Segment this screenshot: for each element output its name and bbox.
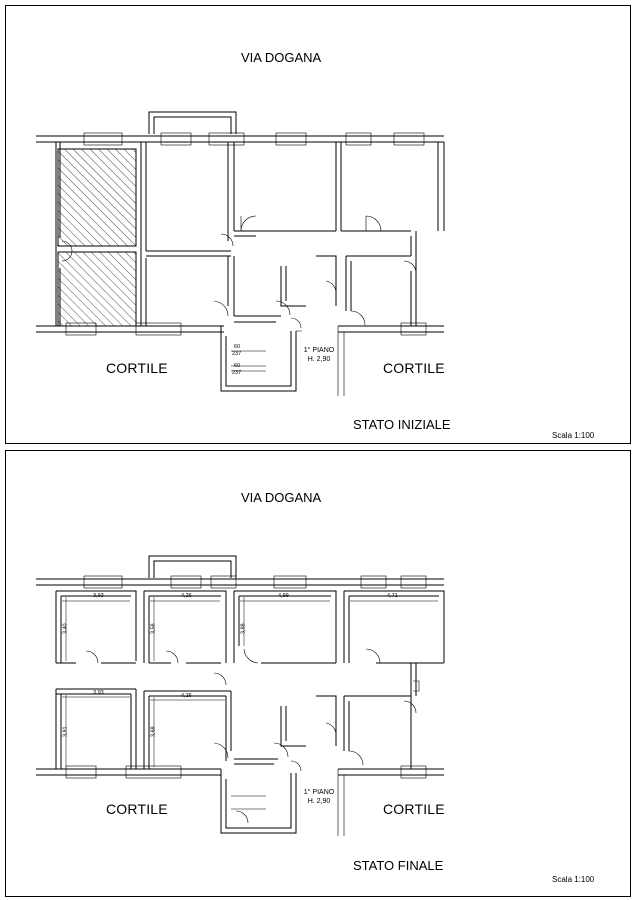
scale-label: Scala 1:100 [552,431,595,440]
room-height-dim: 3,68 [150,726,157,738]
floor-name: 1° PIANO [303,347,335,354]
stair-dim: 237 [232,370,242,376]
street-label: VIA DOGANA [241,490,322,505]
room-width-dim: 3,93 [93,593,104,599]
room-width-dim: 4,26 [181,693,192,699]
courtyard-label-left: CORTILE [106,360,168,376]
room-width-dim: 4,26 [181,593,192,599]
floor-height: H. 2,90 [307,356,331,363]
state-label: STATO FINALE [353,858,444,873]
stair-dim: 60 [234,363,241,369]
stair-dim: 237 [232,351,242,357]
courtyard-label-right: CORTILE [383,801,445,817]
room-height-dim: 3,40 [62,623,69,635]
floor-name: 1° PIANO [303,789,335,796]
floor-plan-final [6,451,630,896]
courtyard-label-left: CORTILE [106,801,168,817]
room-width-dim: 4,71 [387,593,398,599]
floor-height: H. 2,90 [307,798,331,805]
scale-label: Scala 1:100 [552,875,595,884]
stair-dim: 60 [234,344,241,350]
floor-plan-initial [6,6,630,443]
floor-label [299,346,339,364]
room-width-dim: 3,93 [93,690,104,696]
room-height-dim: 3,88 [240,623,247,635]
state-label: STATO INIZIALE [353,417,451,432]
room-width-dim: 4,99 [278,593,289,599]
floor-label [299,788,339,806]
room-height-dim: 3,91 [62,726,69,738]
drawing-sheet-final [5,450,631,897]
room-height-dim: 3,58 [150,623,157,635]
street-label: VIA DOGANA [241,50,322,65]
drawing-sheet-initial [5,5,631,444]
courtyard-label-right: CORTILE [383,360,445,376]
